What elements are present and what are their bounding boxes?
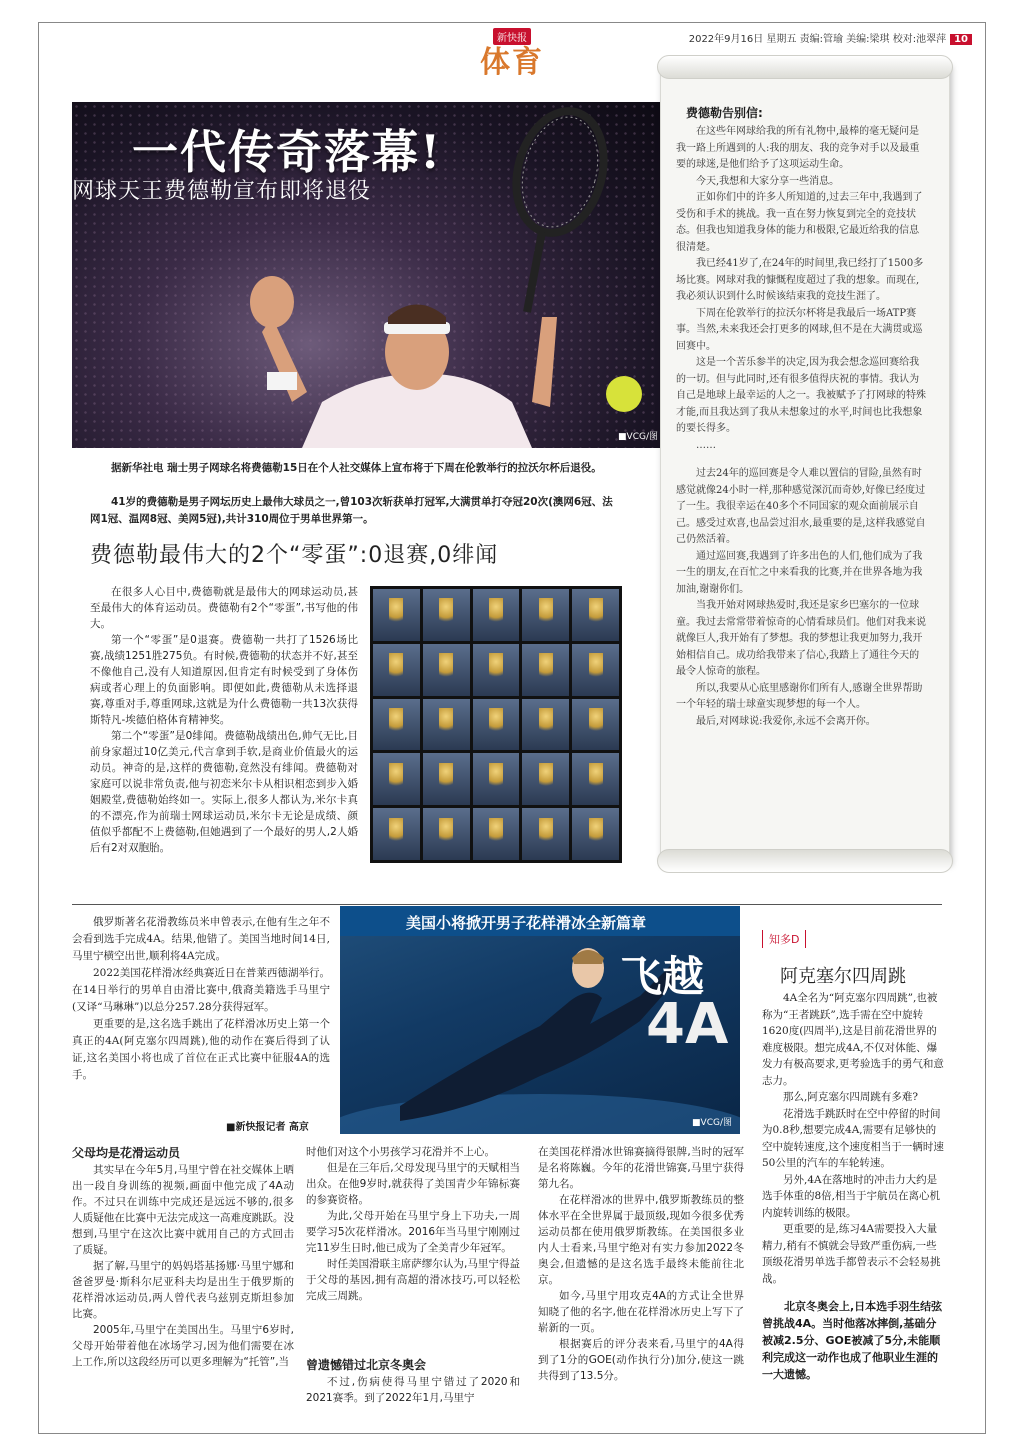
knowledge-paragraph: 更重要的是,练习4A需要投入大量精力,稍有不慎就会导致严重伤病,一些顶级花滑男单选手都曾表示不会轻易挑战。: [762, 1223, 941, 1285]
skater-photo-credit: ■VCG/图: [692, 1118, 732, 1128]
section-title: 体育: [480, 45, 544, 80]
letter-paragraph: 所以,我要从心底里感谢你们所有人,感谢全世界帮助一个年轻的瑞士球童实现梦想的每一个人。: [676, 682, 923, 710]
trophy-photo: [522, 644, 569, 696]
letter-paragraph: 在这些年网球给我的所有礼物中,最棒的毫无疑问是我一路上所遇到的人:我的朋友、我的竞争对手以及最重要的球迷,是他们给予了这项运动生命。: [676, 126, 920, 170]
skating-paragraph: 不过,伤病使得马里宁错过了2020和2021赛季。到了2022年1月,马里宁: [306, 1376, 520, 1404]
knowledge-body: [762, 990, 946, 1287]
trophy-photo: [473, 699, 520, 751]
trophy-photo: [522, 808, 569, 860]
knowledge-paragraph: 另外,4A在落地时的冲击力大约是选手体重的8倍,相当于宇航员在离心机内旋转训练的极限。: [762, 1173, 941, 1219]
hero-subheadline: 网球天王费德勒宣布即将退役: [72, 179, 372, 204]
trophy-photo: [473, 808, 520, 860]
trophy-photo: [473, 589, 520, 641]
knowledge-paragraph: 那么,阿克塞尔四周跳有多难?: [783, 1091, 918, 1103]
hero-photo: [72, 102, 666, 448]
section-divider: [72, 904, 942, 905]
skating-subhead-olympics: 曾遗憾错过北京冬奥会: [306, 1358, 427, 1372]
skating-paragraph: 时任美国滑联主席萨缪尔认为,马里宁得益于父母的基因,拥有高超的滑冰技巧,可以轻松完成三周跳。: [306, 1258, 520, 1302]
hero-headline: 一代传奇落幕!: [132, 125, 443, 179]
knowledge-paragraph: 花滑选手跳跃时在空中停留的时间为0.8秒,想要完成4A,需要有足够快的空中旋转速度,这个速度相当于一辆时速50公里的汽车的车轮转速。: [762, 1107, 944, 1169]
skating-paragraph: 在花样滑冰的世界中,俄罗斯教练员的整体水平在全世界属于最顶级,现如今很多优秀运动员都在使用俄罗斯教练。在美国很多业内人士看来,马里宁绝对有实力参加2022冬奥会,但遗憾的是这名选手最终未能前往北京。: [538, 1194, 744, 1286]
letter-paragraph: 当我开始对网球热爱时,我还是家乡巴塞尔的一位球童。我过去常常带着惊奇的心情看球员们。他们对我来说就像巨人,我开始有了梦想。我的梦想让我更加努力,我开始相信自己。成功给我带来了信心,我踏上了通往今天的最令人惊奇的旅程。: [676, 600, 926, 677]
zero-article-paragraph: 第一个“零蛋”是0退赛。费德勒一共打了1526场比赛,战绩1251胜275负。有时候,费德勒的状态并不好,甚至不像他自己,没有人知道原因,但肯定有时候受到了身体伤病或者心理上的负面影响。即便如此,费德勒从未选择退赛,尊重对手,尊重网球,这就是为什么费德勒一共13次获得斯特凡-埃德伯格体育精神奖。: [90, 634, 358, 726]
skating-column-2: [306, 1144, 520, 1304]
trophy-photo: [522, 589, 569, 641]
skating-paragraph: 据了解,马里宁的妈妈塔基扬娜·马里宁娜和爸爸罗曼·斯科尔尼亚科夫均是出生于俄罗斯的花样滑冰运动员,两人曾代表乌兹别克斯坦参加比赛。: [72, 1260, 294, 1320]
skating-paragraph: 2005年,马里宁在美国出生。马里宁6岁时,父母开始带着他在冰场学习,因为他们需要在冰上工作,所以这段经历可以更多理解为“托管”,当: [72, 1324, 294, 1368]
trophy-photo: [373, 589, 420, 641]
trophy-photo: [423, 699, 470, 751]
knowledge-headline: 阿克塞尔四周跳: [780, 966, 906, 987]
trophy-photo: [423, 753, 470, 805]
trophy-photo: [373, 753, 420, 805]
letter-title: 费德勒告别信:: [686, 106, 763, 120]
skating-subhead-parents: 父母均是花滑运动员: [72, 1146, 181, 1160]
trophy-photo-grid: [370, 586, 622, 863]
skating-paragraph: 其实早在今年5月,马里宁曾在社交媒体上晒出一段自身训练的视频,画面中他完成了4A动作。不过只在训练中完成还是远远不够的,很多人质疑他在比赛中无法完成这一高难度跳跃。没想到,马里宁在这次比赛中就用自己的方式回击了质疑。: [72, 1164, 294, 1256]
lead-paragraph-1: 据新华社电 瑞士男子网球名将费德勒15日在个人社交媒体上宣布将于下周在伦敦举行的拉沃尔杯后退役。: [111, 462, 602, 474]
skating-byline: ■新快报记者 高京: [226, 1122, 309, 1133]
masthead-paper-name: 新快报: [493, 28, 531, 45]
dateline: [689, 30, 972, 45]
skating-paragraph: 但是在三年后,父母发现马里宁的天赋相当出众。在他9岁时,就获得了美国青少年锦标赛的参赛资格。: [306, 1162, 520, 1206]
zero-article-paragraph: 在很多人心目中,费德勒就是最伟大的网球运动员,甚至最伟大的体育运动员。费德勒有2个“零蛋”,书写他的伟大。: [90, 586, 358, 630]
skater-photo-4a: 4A: [646, 992, 729, 1057]
trophy-photo: [572, 753, 619, 805]
trophy-photo: [423, 589, 470, 641]
trophy-photo: [522, 753, 569, 805]
skating-paragraph: 根据赛后的评分表来看,马里宁的4A得到了1分的GOE(动作执行分)加分,使这一跳共得到了13.5分。: [538, 1338, 744, 1382]
skating-intro-paragraph: 2022美国花样滑冰经典赛近日在普莱西德湖举行。在14日举行的男单自由滑比赛中,俄裔美籍选手马里宁(又译“马琳琳”)以总分257.28分获得冠军。: [72, 967, 330, 1013]
skating-column-3: [538, 1144, 744, 1384]
zero-article-paragraph: 第二个“零蛋”是0绯闻。费德勒战绩出色,帅气无比,目前身家超过10亿美元,代言拿到手软,是商业价值最火的运动员。神奇的是,这样的费德勒,竟然没有绯闻。费德勒对家庭可以说非常负责,他与初恋米尔卡从相识相恋到步入婚姻殿堂,费德勒始终如一。实际上,很多人都认为,米尔卡真的不漂亮,作为前瑞士网球运动员,米尔卡无论是成绩、颜值似乎都配不上费德勒,但她遇到了一个最好的男人,2人婚后有2对双胞胎。: [90, 730, 358, 854]
trophy-photo: [473, 644, 520, 696]
letter-paragraph: 通过巡回赛,我遇到了许多出色的人们,他们成为了我一生的朋友,在百忙之中来看我的比赛,并在世界各地为我加油,谢谢你们。: [676, 550, 923, 595]
skating-paragraph: 时他们对这个小男孩学习花滑并不上心。: [306, 1146, 495, 1158]
trophy-photo: [373, 644, 420, 696]
lead-paragraph-2: 41岁的费德勒是男子网坛历史上最伟大球员之一,曾103次斩获单打冠军,大满贯单打夺冠20次(澳网6冠、法网1冠、温网8冠、美网5冠),共计310周位于男单世界第一。: [90, 496, 613, 525]
knowledge-bold-note: 北京冬奥会上,日本选手羽生结弦曾挑战4A。当时他落冰摔倒,基础分被减2.5分、GOE被减了5分,未能顺利完成这一动作也成了他职业生涯的一大遗憾。: [762, 1300, 943, 1381]
letter-paragraph: 今天,我想和大家分享一些消息。: [696, 175, 840, 187]
letter-paragraph: 最后,对网球说:我爱你,永远不会离开你。: [696, 715, 876, 727]
zero-article-body: [90, 584, 358, 856]
skating-intro: [72, 914, 330, 1084]
knowledge-paragraph: 4A全名为“阿克塞尔四周跳”,也被称为“王者跳跃”,选手需在空中旋转1620度(四周半),这是目前花滑世界的难度极限。想完成4A,不仅对体能、爆发力有极高要求,更考验选手的勇气和意志力。: [762, 992, 944, 1087]
letter-paragraph: 我已经41岁了,在24年的时间里,我已经打了1500多场比赛。网球对我的慷慨程度超过了我的想象。而现在,我必须认识到什么时候该结束我的竞技生涯了。: [676, 258, 924, 302]
letter-paragraph: 正如你们中的许多人所知道的,过去三年中,我遇到了受伤和手术的挑战。我一直在努力恢复到完全的竞技状态。但我也知道我身体的能力和极限,它最近给我的信息很清楚。: [676, 192, 923, 253]
skating-column-1: [72, 1162, 294, 1370]
letter-paragraph: 过去24年的巡回赛是令人难以置信的冒险,虽然有时感觉就像24小时一样,那种感觉深沉而奇妙,好像已经度过了一生。我很幸运在40多个不同国家的观众面前展示自己。感受过欢喜,也品尝过泪水,最重要的是,这样我感觉自己仍然活着。: [676, 468, 926, 545]
letter-body: [676, 124, 928, 730]
letter-paragraph: 这是一个苦乐参半的决定,因为我会想念巡回赛给我的一切。但与此同时,还有很多值得庆祝的事情。我认为自己是地球上最幸运的人之一。我被赋予了打网球的特殊才能,而且我达到了我从未想象过的水平,时间也比我想象的要长得多。: [676, 357, 926, 434]
trophy-photo: [373, 808, 420, 860]
skating-paragraph: 如今,马里宁用攻克4A的方式让全世界知晓了他的名字,他在花样滑冰历史上写下了崭新的一页。: [538, 1290, 744, 1334]
skating-paragraph: 为此,父母开始在马里宁身上下功夫,一周要学习5次花样滑冰。2016年当马里宁刚刚过完11岁生日时,他已成为了全美青少年冠军。: [306, 1210, 520, 1254]
skater-photo: [340, 906, 740, 1134]
zero-article-headline: 费德勒最伟大的2个“零蛋”:0退赛,0绯闻: [90, 543, 499, 568]
skating-intro-paragraph: 更重要的是,这名选手跳出了花样滑冰历史上第一个真正的4A(阿克塞尔四周跳),他的动作在赛后得到了认证,这名美国小将也成了首位在正式比赛中征服4A的选手。: [72, 1018, 330, 1081]
trophy-photo: [423, 808, 470, 860]
trophy-photo: [572, 699, 619, 751]
trophy-photo: [522, 699, 569, 751]
dateline-text: 2022年9月16日 星期五 责编:管瑜 美编:梁琪 校对:池翠萍: [688, 34, 947, 45]
hero-photo-credit: ■VCG/图: [618, 432, 658, 442]
trophy-photo: [473, 753, 520, 805]
letter-ellipsis: ……: [696, 439, 716, 451]
letter-paragraph: 下周在伦敦举行的拉沃尔杯将是我最后一场ATP赛事。当然,未来我还会打更多的网球,但不是在大满贯或巡回赛中。: [676, 307, 923, 352]
trophy-photo: [572, 808, 619, 860]
page-number: 10: [950, 34, 972, 45]
skating-column-2b: [306, 1374, 520, 1406]
trophy-photo: [572, 644, 619, 696]
skater-photo-title: 美国小将掀开男子花样滑冰全新篇章: [406, 914, 647, 932]
skating-intro-paragraph: 俄罗斯著名花滑教练员米申曾表示,在他有生之年不会看到选手完成4A。结果,他错了。美国当地时间14日,马里宁横空出世,顺利将4A完成。: [72, 916, 330, 962]
skating-paragraph: 在美国花样滑冰世锦赛摘得银牌,当时的冠军是名将陈巍。今年的花滑世锦赛,马里宁获得第九名。: [538, 1146, 744, 1190]
trophy-photo: [373, 699, 420, 751]
masthead: [472, 26, 552, 81]
trophy-photo: [572, 589, 619, 641]
skater-photo-headline: 飞越: [620, 952, 705, 1001]
trophy-photo: [423, 644, 470, 696]
knowledge-tag: 知多D: [762, 930, 806, 948]
